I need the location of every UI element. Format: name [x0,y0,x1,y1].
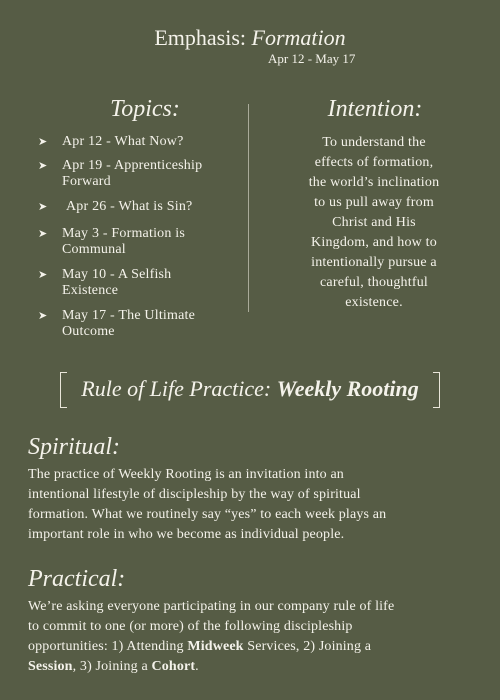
topic-item [36,134,246,150]
arrow-right-icon: ➤ [38,136,48,148]
page-title [0,24,500,52]
arrow-right-icon: ➤ [38,201,48,213]
topic-line: Communal [62,242,126,257]
practical-line: Services, 2) Joining a [243,639,372,654]
banner-practice-name: Weekly Rooting [276,376,419,401]
topic-line: May 10 - A Selfish [62,267,172,282]
session-label: Session [28,659,73,674]
topic-item [36,308,246,340]
date-range: Apr 12 - May 17 [268,51,356,66]
topic-line: May 17 - The Ultimate [62,308,196,323]
spiritual-line: important role in who we become as individual people. [28,527,345,542]
intention-line: the world’s inclination [308,175,440,190]
topic-line: Apr 19 - Apprenticeship [62,158,203,173]
intention-line: To understand the [322,135,426,150]
topic-line: Existence [62,283,119,298]
intention-line: existence. [345,295,403,310]
arrow-right-icon: ➤ [38,160,48,172]
spiritual-line: The practice of Weekly Rooting is an invitation into an [28,467,344,482]
intention-line: effects of formation, [314,155,434,170]
topic-line: Apr 26 - What is Sin? [66,199,193,214]
topic-line: Apr 12 - What Now? [62,134,184,149]
column-divider [248,104,249,312]
topic-line: May 3 - Formation is [62,226,185,241]
topics-list [36,134,246,340]
spiritual-body [28,465,480,545]
practical-line: , 3) Joining a [72,659,152,674]
topic-item [36,199,246,215]
banner-prefix: Rule of Life Practice: [81,376,277,401]
practical-line: to commit to one (or more) of the following discipleship [28,619,353,634]
topic-item [36,158,246,190]
topic-item [36,226,246,258]
topic-line: Forward [62,174,111,189]
intention-line: intentionally pursue a [311,255,437,270]
intention-line: to us pull away from [314,195,434,210]
practical-line: . [195,659,199,674]
intention-heading: Intention: [327,96,423,122]
spiritual-heading: Spiritual: [28,434,121,460]
arrow-right-icon: ➤ [38,310,48,322]
intention-line: Christ and His [332,215,416,230]
intention-text [268,133,480,313]
practical-line: opportunities: 1) Attending [28,639,188,654]
spiritual-line: intentional lifestyle of discipleship by the way of spiritual [28,487,361,502]
cohort-label: Cohort [151,659,196,674]
practical-heading: Practical: [28,566,126,592]
topic-line: Outcome [62,324,115,339]
practical-line: We’re asking everyone participating in our company rule of life [28,599,395,614]
practical-body [28,597,480,677]
topics-heading: Topics: [110,96,180,122]
intention-line: Kingdom, and how to [311,235,437,250]
intention-line: careful, thoughtful [320,275,428,290]
banner-title [60,374,440,404]
spiritual-line: formation. What we routinely say “yes” to each week plays an [28,507,387,522]
rule-of-life-banner [60,370,440,408]
page-title-emphasis: Formation [251,25,346,50]
midweek-label: Midweek [187,639,244,654]
topic-item [36,267,246,299]
arrow-right-icon: ➤ [38,269,48,281]
arrow-right-icon: ➤ [38,228,48,240]
page-title-prefix: Emphasis: [154,25,252,50]
